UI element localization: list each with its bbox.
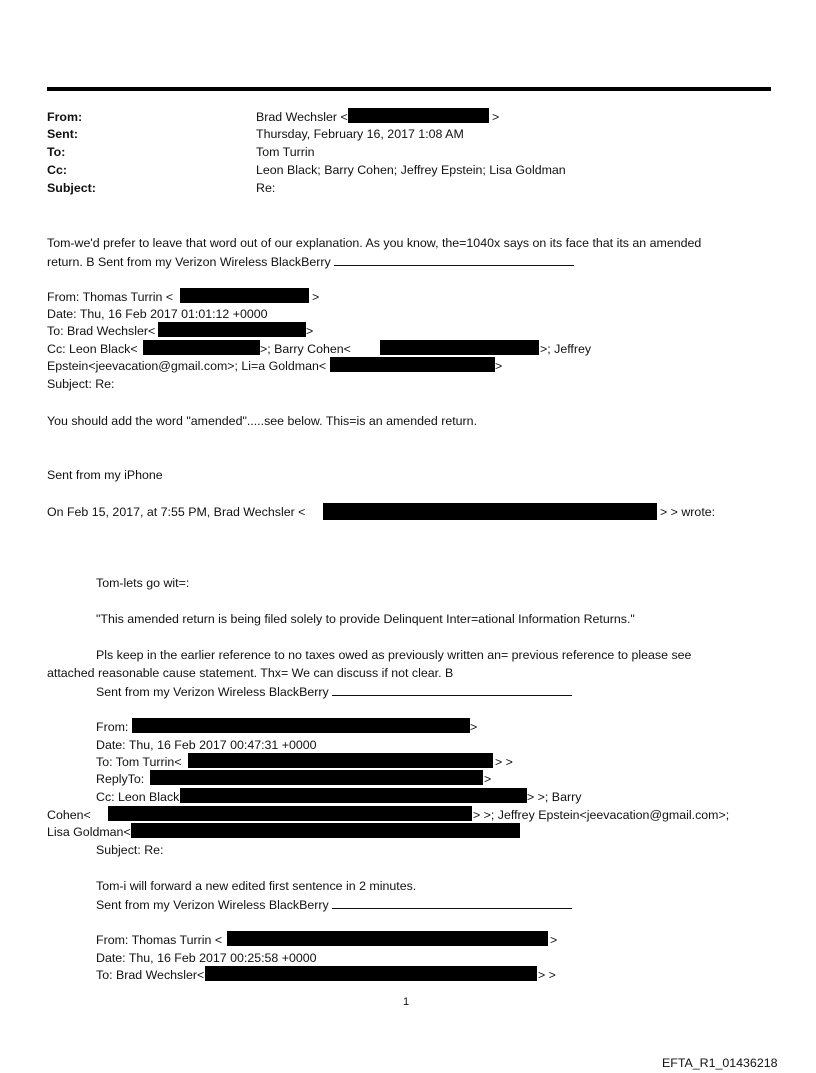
redaction xyxy=(180,288,309,303)
header-rule xyxy=(47,87,771,91)
quoted-from: From: Thomas Turrin < xyxy=(96,933,223,947)
from-close: > xyxy=(492,110,500,124)
quoted-from: From: xyxy=(96,720,129,734)
subject-label: Subject: xyxy=(47,181,96,195)
quoted-to: To: Tom Turrin< xyxy=(96,755,182,769)
body-paragraph: return. B Sent from my Verizon Wireless BlackBerry xyxy=(47,253,574,270)
redaction xyxy=(132,718,470,733)
quoted-to-close: > > xyxy=(538,968,556,982)
quoted-to: To: Brad Wechsler< xyxy=(47,324,156,338)
body-paragraph: Sent from my iPhone xyxy=(47,468,163,482)
from-label: From: xyxy=(47,110,83,124)
body-paragraph: Tom-lets go wit=: xyxy=(96,576,190,590)
quoted-subject: Subject: Re: xyxy=(96,843,164,857)
subject-value: Re: xyxy=(256,181,276,195)
quoted-subject: Subject: Re: xyxy=(47,377,115,391)
quoted-replyto: ReplyTo: xyxy=(96,772,145,786)
quoted-cc: Cc: Leon Black xyxy=(96,790,180,804)
redaction xyxy=(188,753,493,768)
quoted-from-close: > xyxy=(312,290,320,304)
quoted-date: Date: Thu, 16 Feb 2017 00:47:31 +0000 xyxy=(96,738,317,752)
body-paragraph: You should add the word "amended".....see below. This=is an amended return. xyxy=(47,414,478,428)
quoted-cc: Lisa Goldman< xyxy=(47,825,131,839)
quoted-date: Date: Thu, 16 Feb 2017 01:01:12 +0000 xyxy=(47,307,268,321)
quoted-from: From: Thomas Turrin < xyxy=(47,290,174,304)
redaction xyxy=(131,823,520,838)
body-paragraph: Sent from my Verizon Wireless BlackBerry xyxy=(96,683,572,700)
cc-value: Leon Black; Barry Cohen; Jeffrey Epstein; Lisa Goldman xyxy=(256,163,566,177)
page-number: 1 xyxy=(403,996,410,1008)
redaction xyxy=(348,108,489,123)
redaction xyxy=(180,788,527,803)
body-paragraph: attached reasonable cause statement. Thx= We can discuss if not clear. B xyxy=(47,666,454,680)
redaction xyxy=(380,340,539,355)
quoted-cc: > >; Barry xyxy=(527,790,582,804)
quoted-cc: Cc: Leon Black< xyxy=(47,342,138,356)
body-paragraph: Sent from my Verizon Wireless BlackBerry xyxy=(96,896,572,913)
redaction xyxy=(330,357,495,372)
quoted-replyto-close: > xyxy=(484,772,492,786)
quoted-to-close: > xyxy=(306,324,314,338)
document-id: EFTA_R1_01436218 xyxy=(662,1056,778,1070)
quoted-cc: >; Barry Cohen< xyxy=(260,342,351,356)
quoted-cc: > xyxy=(495,359,503,373)
quoted-date: Date: Thu, 16 Feb 2017 00:25:58 +0000 xyxy=(96,951,317,965)
quoted-cc: > >; Jeffrey Epstein<jeevacation@gmail.com>; xyxy=(473,808,730,822)
to-value: Tom Turrin xyxy=(256,145,315,159)
to-label: To: xyxy=(47,145,66,159)
redaction xyxy=(158,322,306,337)
quoted-from-close: > xyxy=(470,720,478,734)
body-paragraph: Tom-we'd prefer to leave that word out of our explanation. As you know, the=1040x says on its face that its an amended xyxy=(47,236,702,250)
sent-value: Thursday, February 16, 2017 1:08 AM xyxy=(256,127,464,141)
redaction xyxy=(205,966,537,981)
redaction xyxy=(143,340,260,355)
redaction xyxy=(150,770,483,785)
quoted-from-close: > xyxy=(550,933,558,947)
body-paragraph: On Feb 15, 2017, at 7:55 PM, Brad Wechsler < xyxy=(47,505,306,519)
redaction xyxy=(227,931,548,946)
body-paragraph: "This amended return is being filed solely to provide Delinquent Inter=ational Information Returns." xyxy=(96,612,635,626)
sent-label: Sent: xyxy=(47,127,78,141)
quoted-cc: Cohen< xyxy=(47,808,91,822)
body-paragraph: > > wrote: xyxy=(660,505,716,519)
cc-label: Cc: xyxy=(47,163,67,177)
body-paragraph: Pls keep in the earlier reference to no taxes owed as previously written an= previous reference to please see xyxy=(96,648,692,662)
quoted-to-close: > > xyxy=(495,755,513,769)
redaction xyxy=(108,806,472,821)
body-paragraph: Tom-i will forward a new edited first sentence in 2 minutes. xyxy=(96,879,417,893)
quoted-cc: Epstein<jeevacation@gmail.com>; Li=a Goldman< xyxy=(47,359,327,373)
from-value: Brad Wechsler < xyxy=(256,110,348,124)
quoted-cc: >; Jeffrey xyxy=(540,342,592,356)
redaction xyxy=(323,503,657,520)
quoted-to: To: Brad Wechsler< xyxy=(96,968,205,982)
